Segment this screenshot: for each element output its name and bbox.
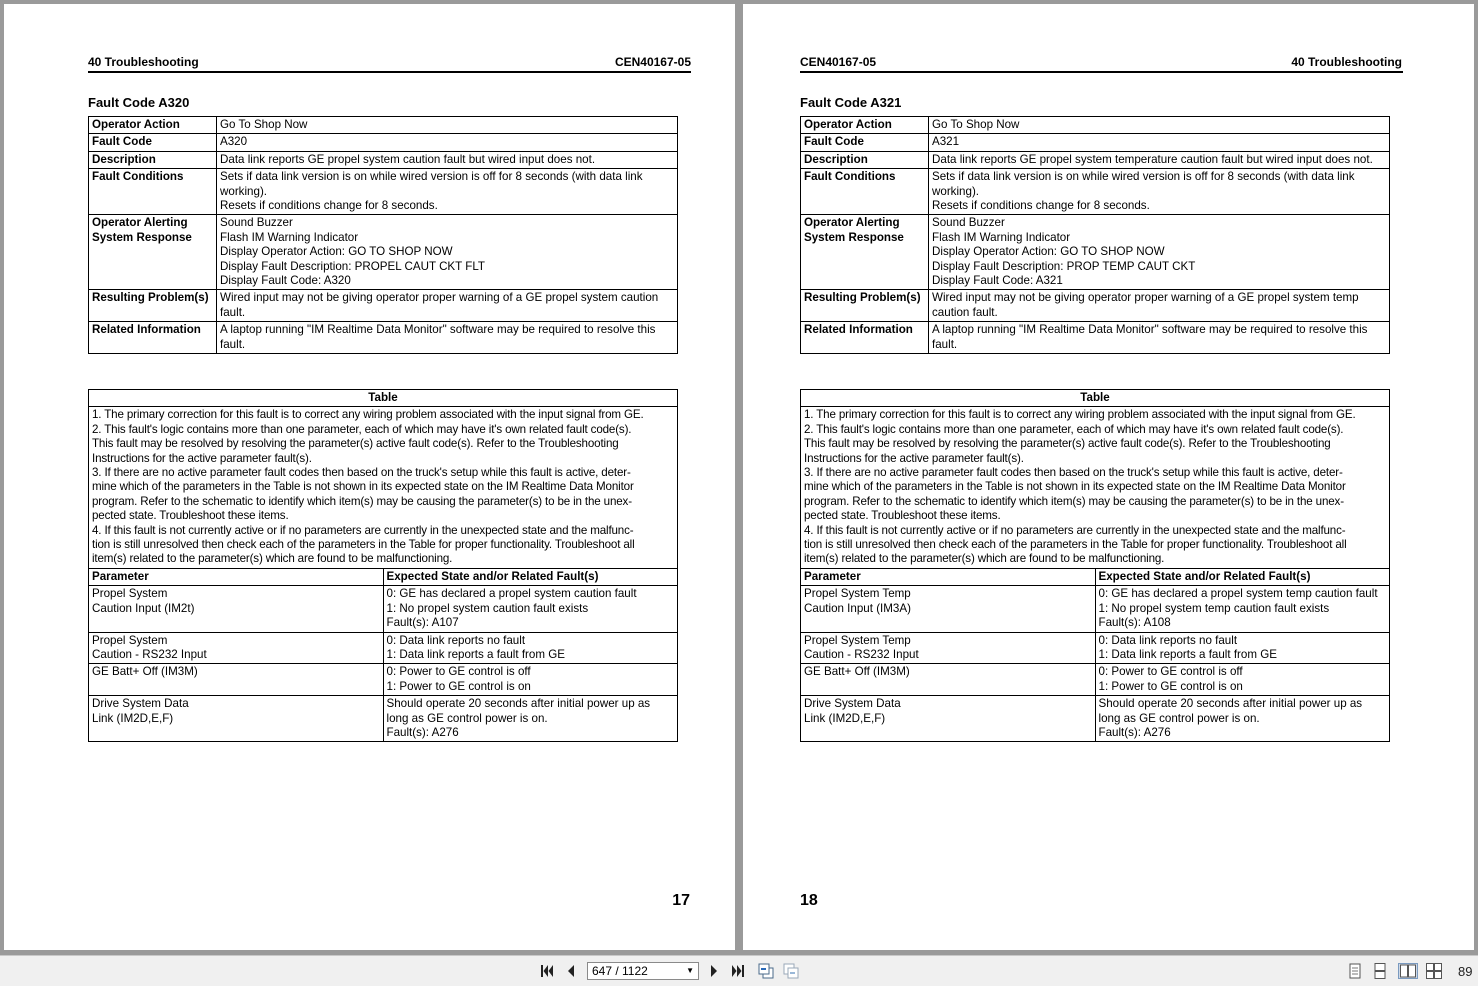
info-label: Fault Code — [89, 134, 217, 151]
info-value: Sound Buzzer Flash IM Warning Indicator Display Operator Action: GO TO SHOP NOW Display Fault Description: PROPEL CAUT CKT FLT Display Fault Code: A320 — [217, 215, 678, 290]
parameter-expected-state: Should operate 20 seconds after initial power up as long as GE control power is on. Fault(s): A276 — [383, 696, 678, 742]
info-row — [89, 134, 678, 151]
info-row — [801, 151, 1390, 168]
info-row — [801, 117, 1390, 134]
parameter-expected-state: 0: Power to GE control is off 1: Power to GE control is on — [383, 664, 678, 696]
column-header-expected: Expected State and/or Related Fault(s) — [383, 568, 678, 585]
zoom-level[interactable]: 89 — [1458, 963, 1473, 979]
fault-info-table — [88, 116, 678, 354]
column-header-parameter: Parameter — [89, 568, 384, 585]
parameter-name: Drive System Data Link (IM2D,E,F) — [801, 696, 1096, 742]
info-row — [89, 215, 678, 290]
two-page-view-icon — [1399, 964, 1417, 978]
go-forward-icon — [782, 963, 800, 979]
running-header-right: 40 Troubleshooting — [1291, 55, 1402, 69]
page-number-input[interactable] — [587, 962, 699, 980]
parameter-expected-state: 0: Data link reports no fault 1: Data link reports a fault from GE — [1095, 632, 1390, 664]
parameter-name: Propel System Temp Caution - RS232 Input — [801, 632, 1096, 664]
info-value: Sets if data link version is on while wired version is off for 8 seconds (with data link working). Resets if conditions change for 8 seconds. — [217, 169, 678, 215]
table-title: Table — [801, 390, 1390, 407]
document-page-left — [4, 4, 735, 950]
last-page-icon — [731, 964, 745, 978]
parameter-row — [801, 664, 1390, 696]
parameter-row — [801, 696, 1390, 742]
chevron-down-icon: ▼ — [686, 966, 694, 975]
info-label: Fault Conditions — [801, 169, 929, 215]
info-label: Resulting Problem(s) — [89, 290, 217, 322]
two-page-view-button[interactable] — [1398, 963, 1418, 979]
parameter-expected-state: Should operate 20 seconds after initial power up as long as GE control power is on. Fault(s): A276 — [1095, 696, 1390, 742]
viewer-toolbar — [0, 955, 1478, 986]
parameter-expected-state: 0: Power to GE control is off 1: Power to GE control is on — [1095, 664, 1390, 696]
go-back-button[interactable] — [756, 961, 776, 981]
table-notes: 1. The primary correction for this fault is to correct any wiring problem associated with the input signal from GE. 2. This fault's logic contains more than one parameter, each of which may have it's own related fault code(s). This fault may be resolved by resolving the parameter(s) active fault code(s). Refer to the Troubleshooting Instructions for the active parameter fault(s). 3. If there are no active parameter fault codes then based on the truck's setup while this fault is active, deter- mine which of the parameters in the Table is not shown in its expected state on the IM Realtime Data Monitor program. Refer to the schematic to identify which item(s) may be causing the parameter(s) to be in the unex- pected state. Troubleshoot these items. 4. If this fault is not currently active or if no parameters are currently in the unexpected state and the malfunc- tion is still unresolved then check each of the parameters in the Table for proper functionality. Troubleshoot all item(s) related to the parameter(s) which are found to be malfunctioning. — [801, 407, 1390, 568]
info-label: Related Information — [89, 322, 217, 354]
table-title: Table — [89, 390, 678, 407]
info-value: Go To Shop Now — [217, 117, 678, 134]
info-row — [89, 117, 678, 134]
parameter-table — [88, 389, 678, 742]
running-header-right: CEN40167-05 — [614, 55, 691, 69]
info-label: Resulting Problem(s) — [801, 290, 929, 322]
parameter-name: Propel System Caution - RS232 Input — [89, 632, 384, 664]
document-page-right — [743, 4, 1474, 950]
info-row — [801, 134, 1390, 151]
header-rule — [800, 71, 1403, 73]
two-page-continuous-view-icon — [1425, 963, 1443, 979]
info-value: Sets if data link version is on while wired version is off for 8 seconds (with data link working). Resets if conditions change for 8 seconds. — [929, 169, 1390, 215]
continuous-view-button[interactable] — [1373, 963, 1387, 979]
info-row — [801, 290, 1390, 322]
go-forward-button[interactable] — [781, 961, 801, 981]
next-page-icon — [708, 964, 720, 978]
info-label: Description — [89, 151, 217, 168]
parameter-row — [89, 664, 678, 696]
info-label: Operator Action — [801, 117, 929, 134]
info-value: Wired input may not be giving operator proper warning of a GE propel system caution fault. — [217, 290, 678, 322]
single-page-view-button[interactable] — [1348, 963, 1362, 979]
info-value: Go To Shop Now — [929, 117, 1390, 134]
info-value: Wired input may not be giving operator proper warning of a GE propel system temp caution fault. — [929, 290, 1390, 322]
next-page-button[interactable] — [706, 961, 722, 981]
info-value: A321 — [929, 134, 1390, 151]
parameter-name: GE Batt+ Off (IM3M) — [89, 664, 384, 696]
info-value: Data link reports GE propel system temperature caution fault but wired input does not. — [929, 151, 1390, 168]
fault-info-table — [800, 116, 1390, 354]
parameter-expected-state: 0: Data link reports no fault 1: Data link reports a fault from GE — [383, 632, 678, 664]
column-header-parameter: Parameter — [801, 568, 1096, 585]
header-rule — [88, 71, 691, 73]
info-value: A laptop running "IM Realtime Data Monitor" software may be required to resolve this fault. — [217, 322, 678, 354]
column-header-expected: Expected State and/or Related Fault(s) — [1095, 568, 1390, 585]
parameter-row — [801, 586, 1390, 632]
info-label: Fault Conditions — [89, 169, 217, 215]
info-value: Data link reports GE propel system caution fault but wired input does not. — [217, 151, 678, 168]
parameter-row — [89, 632, 678, 664]
continuous-view-icon — [1373, 963, 1387, 979]
first-page-icon — [540, 964, 554, 978]
previous-page-icon — [565, 964, 577, 978]
info-row — [89, 290, 678, 322]
table-notes: 1. The primary correction for this fault is to correct any wiring problem associated with the input signal from GE. 2. This fault's logic contains more than one parameter, each of which may have it's own related fault code(s). This fault may be resolved by resolving the parameter(s) active fault code(s). Refer to the Troubleshooting Instructions for the active parameter fault(s). 3. If there are no active parameter fault codes then based on the truck's setup while this fault is active, deter- mine which of the parameters in the Table is not shown in its expected state on the IM Realtime Data Monitor program. Refer to the schematic to identify which item(s) may be causing the parameter(s) to be in the unex- pected state. Troubleshoot these items. 4. If this fault is not currently active or if no parameters are currently in the unexpected state and the malfunc- tion is still unresolved then check each of the parameters in the Table for proper functionality. Troubleshoot all item(s) related to the parameter(s) which are found to be malfunctioning. — [89, 407, 678, 568]
page-number: 18 — [800, 892, 818, 909]
fault-title: Fault Code A321 — [800, 95, 902, 110]
parameter-expected-state: 0: GE has declared a propel system caution fault 1: No propel system caution fault exists Fault(s): A107 — [383, 586, 678, 632]
parameter-name: Drive System Data Link (IM2D,E,F) — [89, 696, 384, 742]
running-header-left: CEN40167-05 — [800, 55, 877, 69]
info-row — [89, 151, 678, 168]
parameter-expected-state: 0: GE has declared a propel system temp caution fault 1: No propel system temp caution fault exists Fault(s): A108 — [1095, 586, 1390, 632]
info-row — [801, 322, 1390, 354]
info-row — [801, 169, 1390, 215]
info-label: Operator Alerting System Response — [89, 215, 217, 290]
go-back-icon — [757, 963, 775, 979]
page-number-display: 647 / 1122 — [592, 964, 648, 978]
fault-title: Fault Code A320 — [88, 95, 190, 110]
info-value: A laptop running "IM Realtime Data Monitor" software may be required to resolve this fault. — [929, 322, 1390, 354]
parameter-row — [89, 586, 678, 632]
parameter-name: Propel System Caution Input (IM2t) — [89, 586, 384, 632]
info-value: A320 — [217, 134, 678, 151]
info-label: Operator Alerting System Response — [801, 215, 929, 290]
previous-page-button[interactable] — [563, 961, 579, 981]
info-label: Description — [801, 151, 929, 168]
parameter-name: GE Batt+ Off (IM3M) — [801, 664, 1096, 696]
first-page-button[interactable] — [538, 961, 556, 981]
page-number: 17 — [672, 892, 690, 909]
info-label: Operator Action — [89, 117, 217, 134]
info-row — [89, 169, 678, 215]
two-page-continuous-view-button[interactable] — [1425, 963, 1443, 979]
parameter-name: Propel System Temp Caution Input (IM3A) — [801, 586, 1096, 632]
running-header-left: 40 Troubleshooting — [88, 55, 199, 69]
info-row — [801, 215, 1390, 290]
parameter-table — [800, 389, 1390, 742]
last-page-button[interactable] — [729, 961, 747, 981]
info-row — [89, 322, 678, 354]
info-label: Fault Code — [801, 134, 929, 151]
info-label: Related Information — [801, 322, 929, 354]
single-page-view-icon — [1348, 963, 1362, 979]
info-value: Sound Buzzer Flash IM Warning Indicator Display Operator Action: GO TO SHOP NOW Display Fault Description: PROP TEMP CAUT CKT Display Fault Code: A321 — [929, 215, 1390, 290]
parameter-row — [801, 632, 1390, 664]
parameter-row — [89, 696, 678, 742]
